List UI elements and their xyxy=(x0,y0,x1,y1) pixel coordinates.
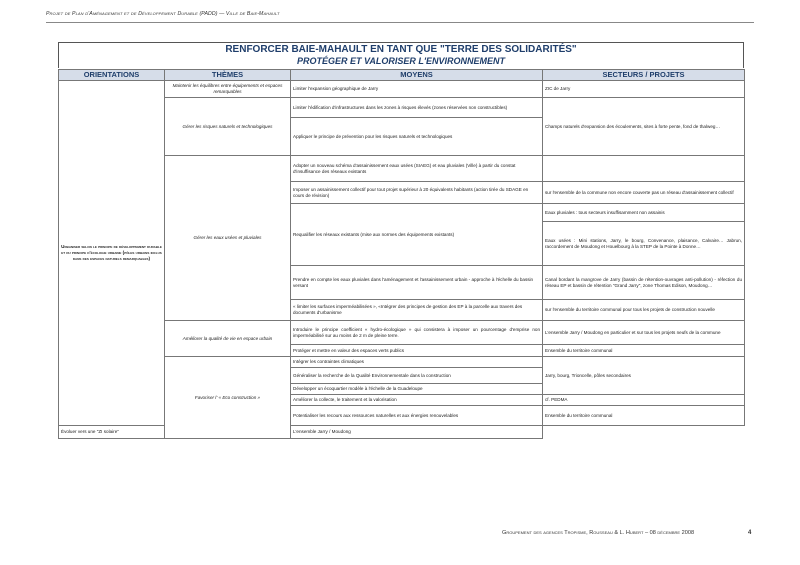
secteur-cell: Eaux pluviales : tous secteurs insuffisamment non assainis xyxy=(543,204,745,222)
secteur-cell xyxy=(543,156,745,182)
secteur-cell: Ensemble du territoire communal xyxy=(543,406,745,426)
moyen-cell: Protéger et mettre en valeur des espaces verts publics xyxy=(291,345,543,357)
secteur-cell: Eaux usées : Mini stations, Jarry, le bourg, Convenance, plaisance, Calvaire… Jabrun, raccordement de Moudong et Houelbourg à la STEP de la Pointe à Donne… xyxy=(543,222,745,266)
title-block xyxy=(58,42,744,68)
moyen-cell: Appliquer le principe de prévention pour les risques naturels et technologiques xyxy=(291,118,543,156)
column-header-secteurs: SECTEURS / PROJETS xyxy=(543,70,745,81)
header-divider xyxy=(46,22,754,23)
secteur-cell: ZIC de Jarry xyxy=(543,81,745,98)
moyen-cell: Imposer un assainissement collectif pour tout projet supérieur à 20 équivalents habitants (action tirée du SDAGE en cours de révision) xyxy=(291,182,543,204)
moyen-cell: Limiter l'édification d'infrastructures dans les zones à risques élevés (zones réservées non constructibles) xyxy=(291,98,543,118)
secteur-cell: L'ensemble Jarry / Moudong xyxy=(291,426,543,439)
theme-cell: Gérer les eaux usées et pluviales xyxy=(165,156,291,321)
moyen-cell: Limiter l'expansion géographique de Jarry xyxy=(291,81,543,98)
secteur-cell: Canal bordant la mangrove de Jarry (bassin de rétention-ouvrages anti-pollution) - réfection du réseau EP et bassin de rétention "Grand Jarry", zone Thomas Edison, Moudong… xyxy=(543,266,745,300)
moyen-cell: « limiter les surfaces imperméabilisées », «Intégrer des principes de gestion des EP à la parcelle aux travers des documents d'urbanisme xyxy=(291,300,543,321)
table-header-row xyxy=(59,70,745,81)
secteur-cell: L'ensemble Jarry / Moudong en particulier et sur tous les projets neufs de la commune xyxy=(543,321,745,345)
column-header-orientations: ORIENTATIONS xyxy=(59,70,165,81)
moyen-cell: Développer un écoquartier modèle à l'échelle de la Guadeloupe xyxy=(291,384,543,395)
theme-cell: Améliorer la qualité de vie en espace urbain xyxy=(165,321,291,357)
document-footer: Groupement des agences Tropisme, Rousseau & L. Hubert – 08 décembre 2008 xyxy=(502,530,695,536)
table-row xyxy=(59,81,745,98)
moyen-cell: Potentialiser les recours aux ressources naturelles et aux énergies renouvelables xyxy=(291,406,543,426)
page-title: RENFORCER BAIE-MAHAULT EN TANT QUE "TERRE DES SOLIDARITÉS" xyxy=(225,44,577,55)
secteur-cell: Ensemble du territoire communal xyxy=(543,345,745,357)
moyen-cell: Évoluer vers une "ZI solaire" xyxy=(59,426,165,439)
moyen-cell: Généraliser la recherche de la Qualité Environnementale dans la construction xyxy=(291,368,543,384)
moyen-cell: Introduire le principe coefficient « hydro-écologique » qui consistera à imposer un pourcentage d'emprise non imperméabilisé sur au moins de 2 m de pleine terre. xyxy=(291,321,543,345)
moyen-cell: Adopter un nouveau schéma d'assainissement eaux usées (SIAEG) et eau pluviales (Ville) à partir du constat d'insuffisance des réseaux existants xyxy=(291,156,543,182)
column-header-themes: THÈMES xyxy=(165,70,291,81)
orientation-cell: Urbaniser selon le principe de développement durable et du principe d'écologie urbaine (pôles urbains inclus dans des espaces naturels remarquables) xyxy=(59,81,165,426)
page-number: 4 xyxy=(748,530,752,536)
padd-table xyxy=(58,69,745,439)
moyen-cell: Prendre en compte les eaux pluviales dans l'aménagement et l'assainissement urbain - approche à l'échelle du bassin versant xyxy=(291,266,543,300)
secteur-cell: Jarry, bourg, Trioncelle, pôles secondaires xyxy=(543,357,745,395)
theme-cell: Gérer les risques naturels et technologiques xyxy=(165,98,291,156)
document-header: Projet de Plan d'Aménagement et de Développement Durable (PADD) — Ville de Baie-Mahault xyxy=(46,11,280,17)
theme-cell: Favoriser l' « Eco construction » xyxy=(165,357,291,439)
moyen-cell: Intégrer les contraintes climatiques xyxy=(291,357,543,368)
moyen-cell: Requalifier les réseaux existants (mise aux normes des équipements existants) xyxy=(291,204,543,266)
theme-cell: Maintenir les équilibres entre équipements et espaces remarquables xyxy=(165,81,291,98)
secteur-cell: sur l'ensemble de la commune non encore couverte pas un réseau d'assainissement collectif xyxy=(543,182,745,204)
secteur-cell: cf. PEDMA xyxy=(543,395,745,406)
moyen-cell: Améliorer la collecte, le traitement et la valorisation xyxy=(291,395,543,406)
page-subtitle: PROTÉGER ET VALORISER L'ENVIRONNEMENT xyxy=(297,56,505,66)
secteur-cell: Champs naturels d'expansion des écoulements, sites à forte pente, fond de thalweg… xyxy=(543,98,745,156)
table-row xyxy=(59,426,745,439)
column-header-moyens: MOYENS xyxy=(291,70,543,81)
secteur-cell: sur l'ensemble du territoire communal pour tous les projets de construction nouvelle xyxy=(543,300,745,321)
